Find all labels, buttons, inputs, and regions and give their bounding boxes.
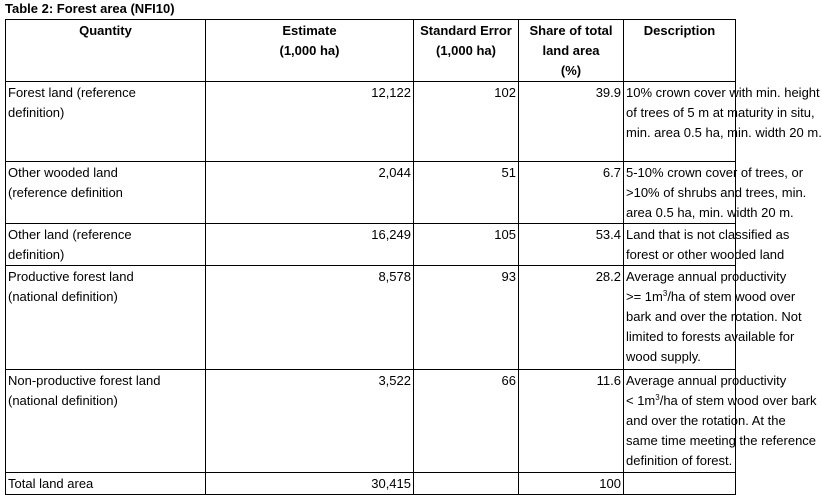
header-description: Description	[624, 20, 736, 82]
table-row	[6, 370, 736, 473]
table-row	[6, 162, 736, 224]
cell-estimate: 30,415	[206, 473, 414, 495]
cell-share: 100	[519, 473, 624, 495]
table-row	[6, 82, 736, 162]
header-quantity: Quantity	[6, 20, 206, 82]
table-row	[6, 266, 736, 370]
cell-quantity: Other land (reference definition)	[6, 224, 206, 266]
superscript: 3	[662, 289, 668, 298]
cell-quantity: Other wooded land (reference definition	[6, 162, 206, 224]
cell-quantity: Non-productive forest land (national definition)	[6, 370, 206, 473]
header-estimate: Estimate (1,000 ha)	[206, 20, 414, 82]
cell-standard-error: 105	[414, 224, 519, 266]
cell-standard-error	[414, 473, 519, 495]
cell-estimate: 3,522	[206, 370, 414, 473]
cell-quantity: Total land area	[6, 473, 206, 495]
table-caption: Table 2: Forest area (NFI10)	[5, 1, 175, 16]
cell-standard-error: 66	[414, 370, 519, 473]
table-row	[6, 224, 736, 266]
cell-share: 53.4	[519, 224, 624, 266]
cell-share: 28.2	[519, 266, 624, 370]
cell-share: 39.9	[519, 82, 624, 162]
table-header-row	[6, 20, 736, 82]
header-standard-error: Standard Error (1,000 ha)	[414, 20, 519, 82]
cell-standard-error: 93	[414, 266, 519, 370]
header-share: Share of total land area (%)	[519, 20, 624, 82]
cell-share: 6.7	[519, 162, 624, 224]
cell-description: Average annual productivity >= $1m^3/ha$ of stem wood over bark and over the rotation. Not limited to forests available for wood supply.	[624, 266, 736, 370]
cell-quantity: Productive forest land (national definition)	[6, 266, 206, 370]
cell-share: 11.6	[519, 370, 624, 473]
cell-estimate: 12,122	[206, 82, 414, 162]
cell-standard-error: 102	[414, 82, 519, 162]
superscript: 3	[655, 393, 660, 402]
cell-description: Average annual productivity < $1m^3/ha$ of stem wood over bark and over the rotation. At the same time meeting the reference definition of forest.	[624, 370, 736, 473]
cell-description: 5-10% crown cover of trees, or >10% of shrubs and trees, min. area 0.5 ha, min. width 20 m.	[624, 162, 736, 224]
cell-standard-error: 51	[414, 162, 519, 224]
cell-estimate: 16,249	[206, 224, 414, 266]
cell-description	[624, 473, 736, 495]
table-row-total	[6, 473, 736, 495]
forest-area-table	[5, 19, 822, 495]
cell-estimate: 2,044	[206, 162, 414, 224]
cell-description: 10% crown cover with min. height of trees of 5 m at maturity in situ, min. area 0.5 ha, min. width 20 m.	[624, 82, 736, 162]
cell-description: Land that is not classified as forest or other wooded land	[624, 224, 736, 266]
cell-estimate: 8,578	[206, 266, 414, 370]
cell-quantity: Forest land (reference definition)	[6, 82, 206, 162]
